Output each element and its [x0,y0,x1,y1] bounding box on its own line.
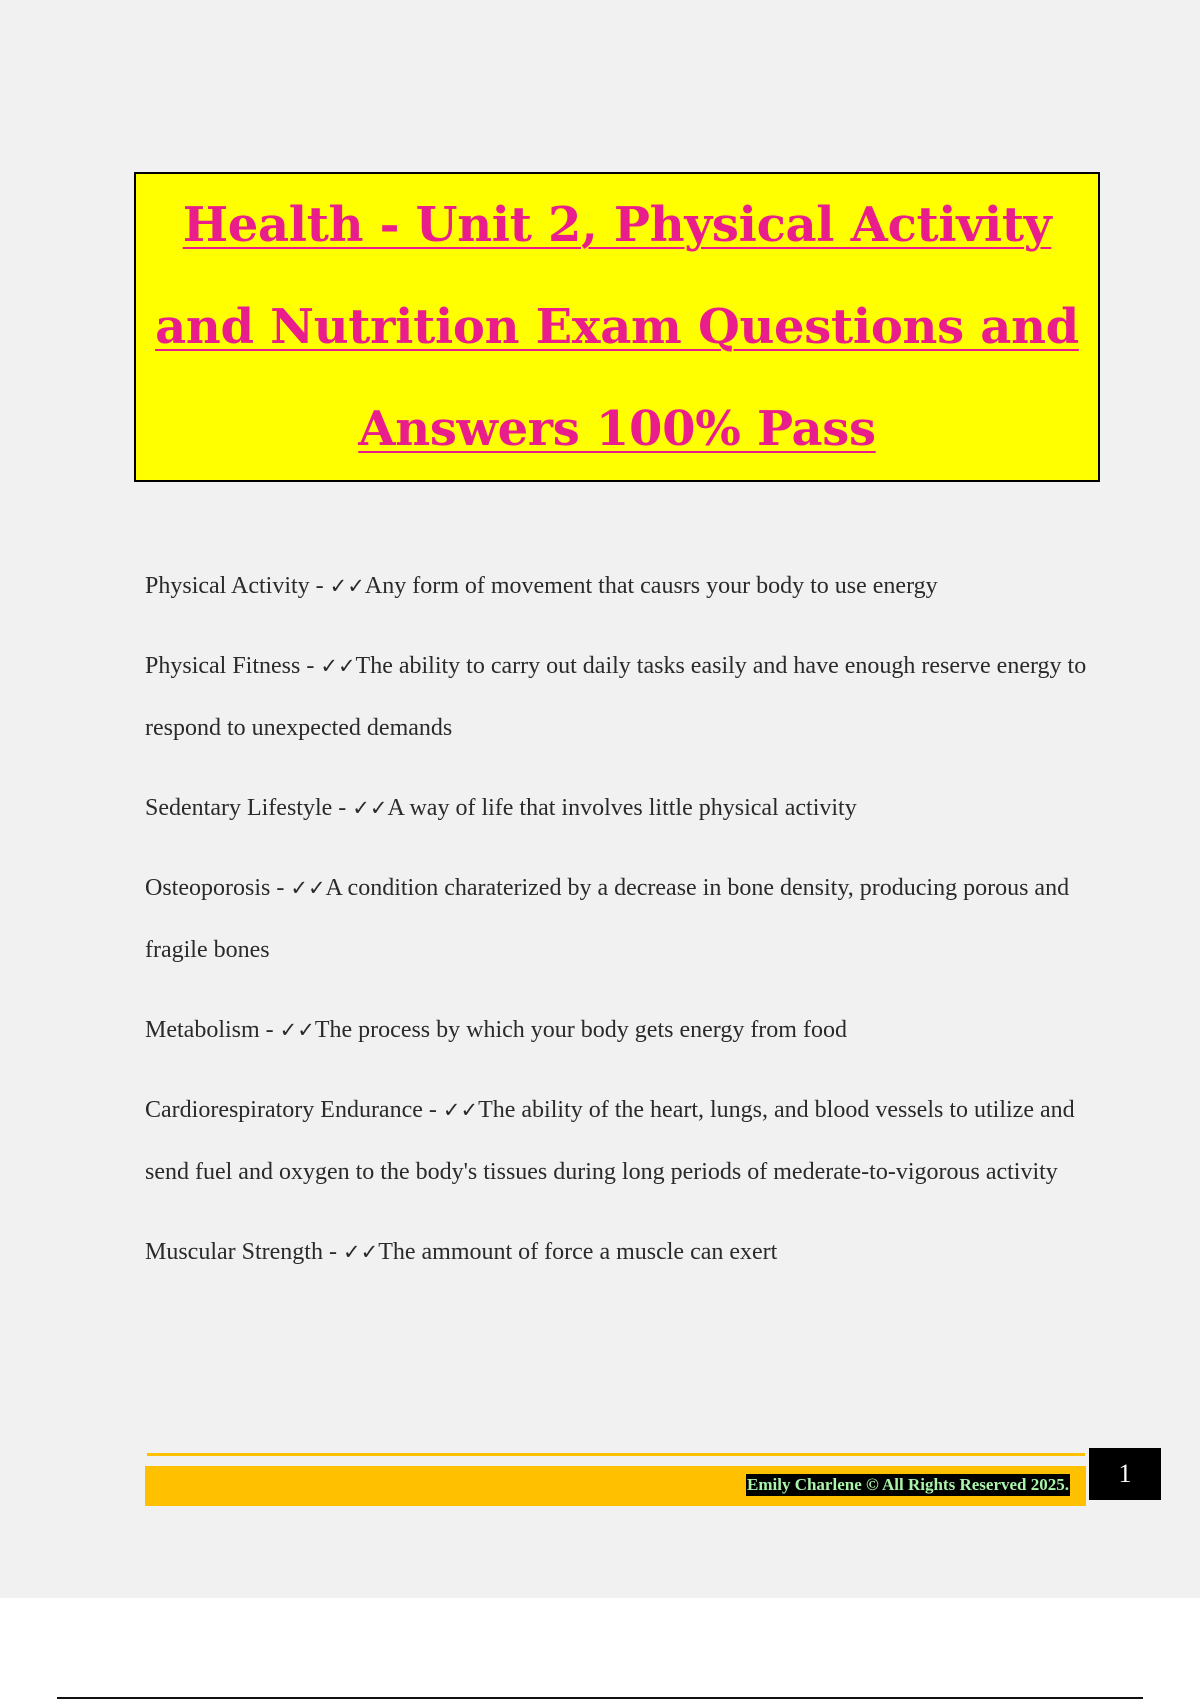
page-number: 1 [1089,1448,1161,1500]
entry-separator: - [300,653,321,679]
double-check-icon: ✓✓ [320,654,356,678]
entry-list [145,555,1090,1301]
entry-separator: - [332,795,353,821]
entry-separator: - [309,573,330,599]
entry-term: Cardiorespiratory Endurance [145,1097,423,1123]
document-title: Health - Unit 2, Physical Activity and Nutrition Exam Questions and Answers 100% Pass [155,197,1079,457]
entry-term: Metabolism [145,1017,260,1043]
page-divider [57,1697,1143,1699]
entry-definition: The ammount of force a muscle can exert [378,1239,778,1265]
double-check-icon: ✓✓ [352,796,388,820]
entry-item [145,555,1090,617]
entry-definition: A way of life that involves little physical activity [387,795,857,821]
entry-separator: - [322,1239,343,1265]
entry-term: Physical Fitness [145,653,301,679]
entry-item [145,635,1090,759]
double-check-icon: ✓✓ [279,1018,315,1042]
entry-term: Sedentary Lifestyle [145,795,333,821]
entry-separator: - [259,1017,280,1043]
entry-definition: A condition charaterized by a decrease in bone density, producing porous and fragile bones [145,875,1070,963]
entry-item [145,777,1090,839]
footer-bar [145,1466,1086,1506]
entry-separator: - [270,875,291,901]
footer-rule [147,1453,1085,1456]
copyright-notice: Emily Charlene © All Rights Reserved 2025. [747,1475,1069,1494]
entry-term: Osteoporosis [145,875,271,901]
entry-separator: - [422,1097,443,1123]
entry-definition: The ability of the heart, lungs, and blood vessels to utilize and send fuel and oxygen to the body's tissues during long periods of mederate-to-vigorous activity [145,1097,1075,1185]
entry-term: Physical Activity [145,573,310,599]
entry-definition: The process by which your body gets energy from food [314,1017,847,1043]
entry-term: Muscular Strength [145,1239,323,1265]
double-check-icon: ✓✓ [442,1098,479,1122]
double-check-icon: ✓✓ [329,574,365,598]
entry-item [145,999,1090,1061]
entry-definition: Any form of movement that causrs your body to use energy [364,573,938,599]
entry-definition: The ability to carry out daily tasks easily and have enough reserve energy to respond to unexpected demands [145,653,1087,741]
entry-item [145,857,1090,981]
double-check-icon: ✓✓ [342,1240,379,1264]
title-banner [134,172,1100,482]
entry-item [145,1221,1090,1283]
entry-item [145,1079,1090,1203]
double-check-icon: ✓✓ [290,876,326,900]
